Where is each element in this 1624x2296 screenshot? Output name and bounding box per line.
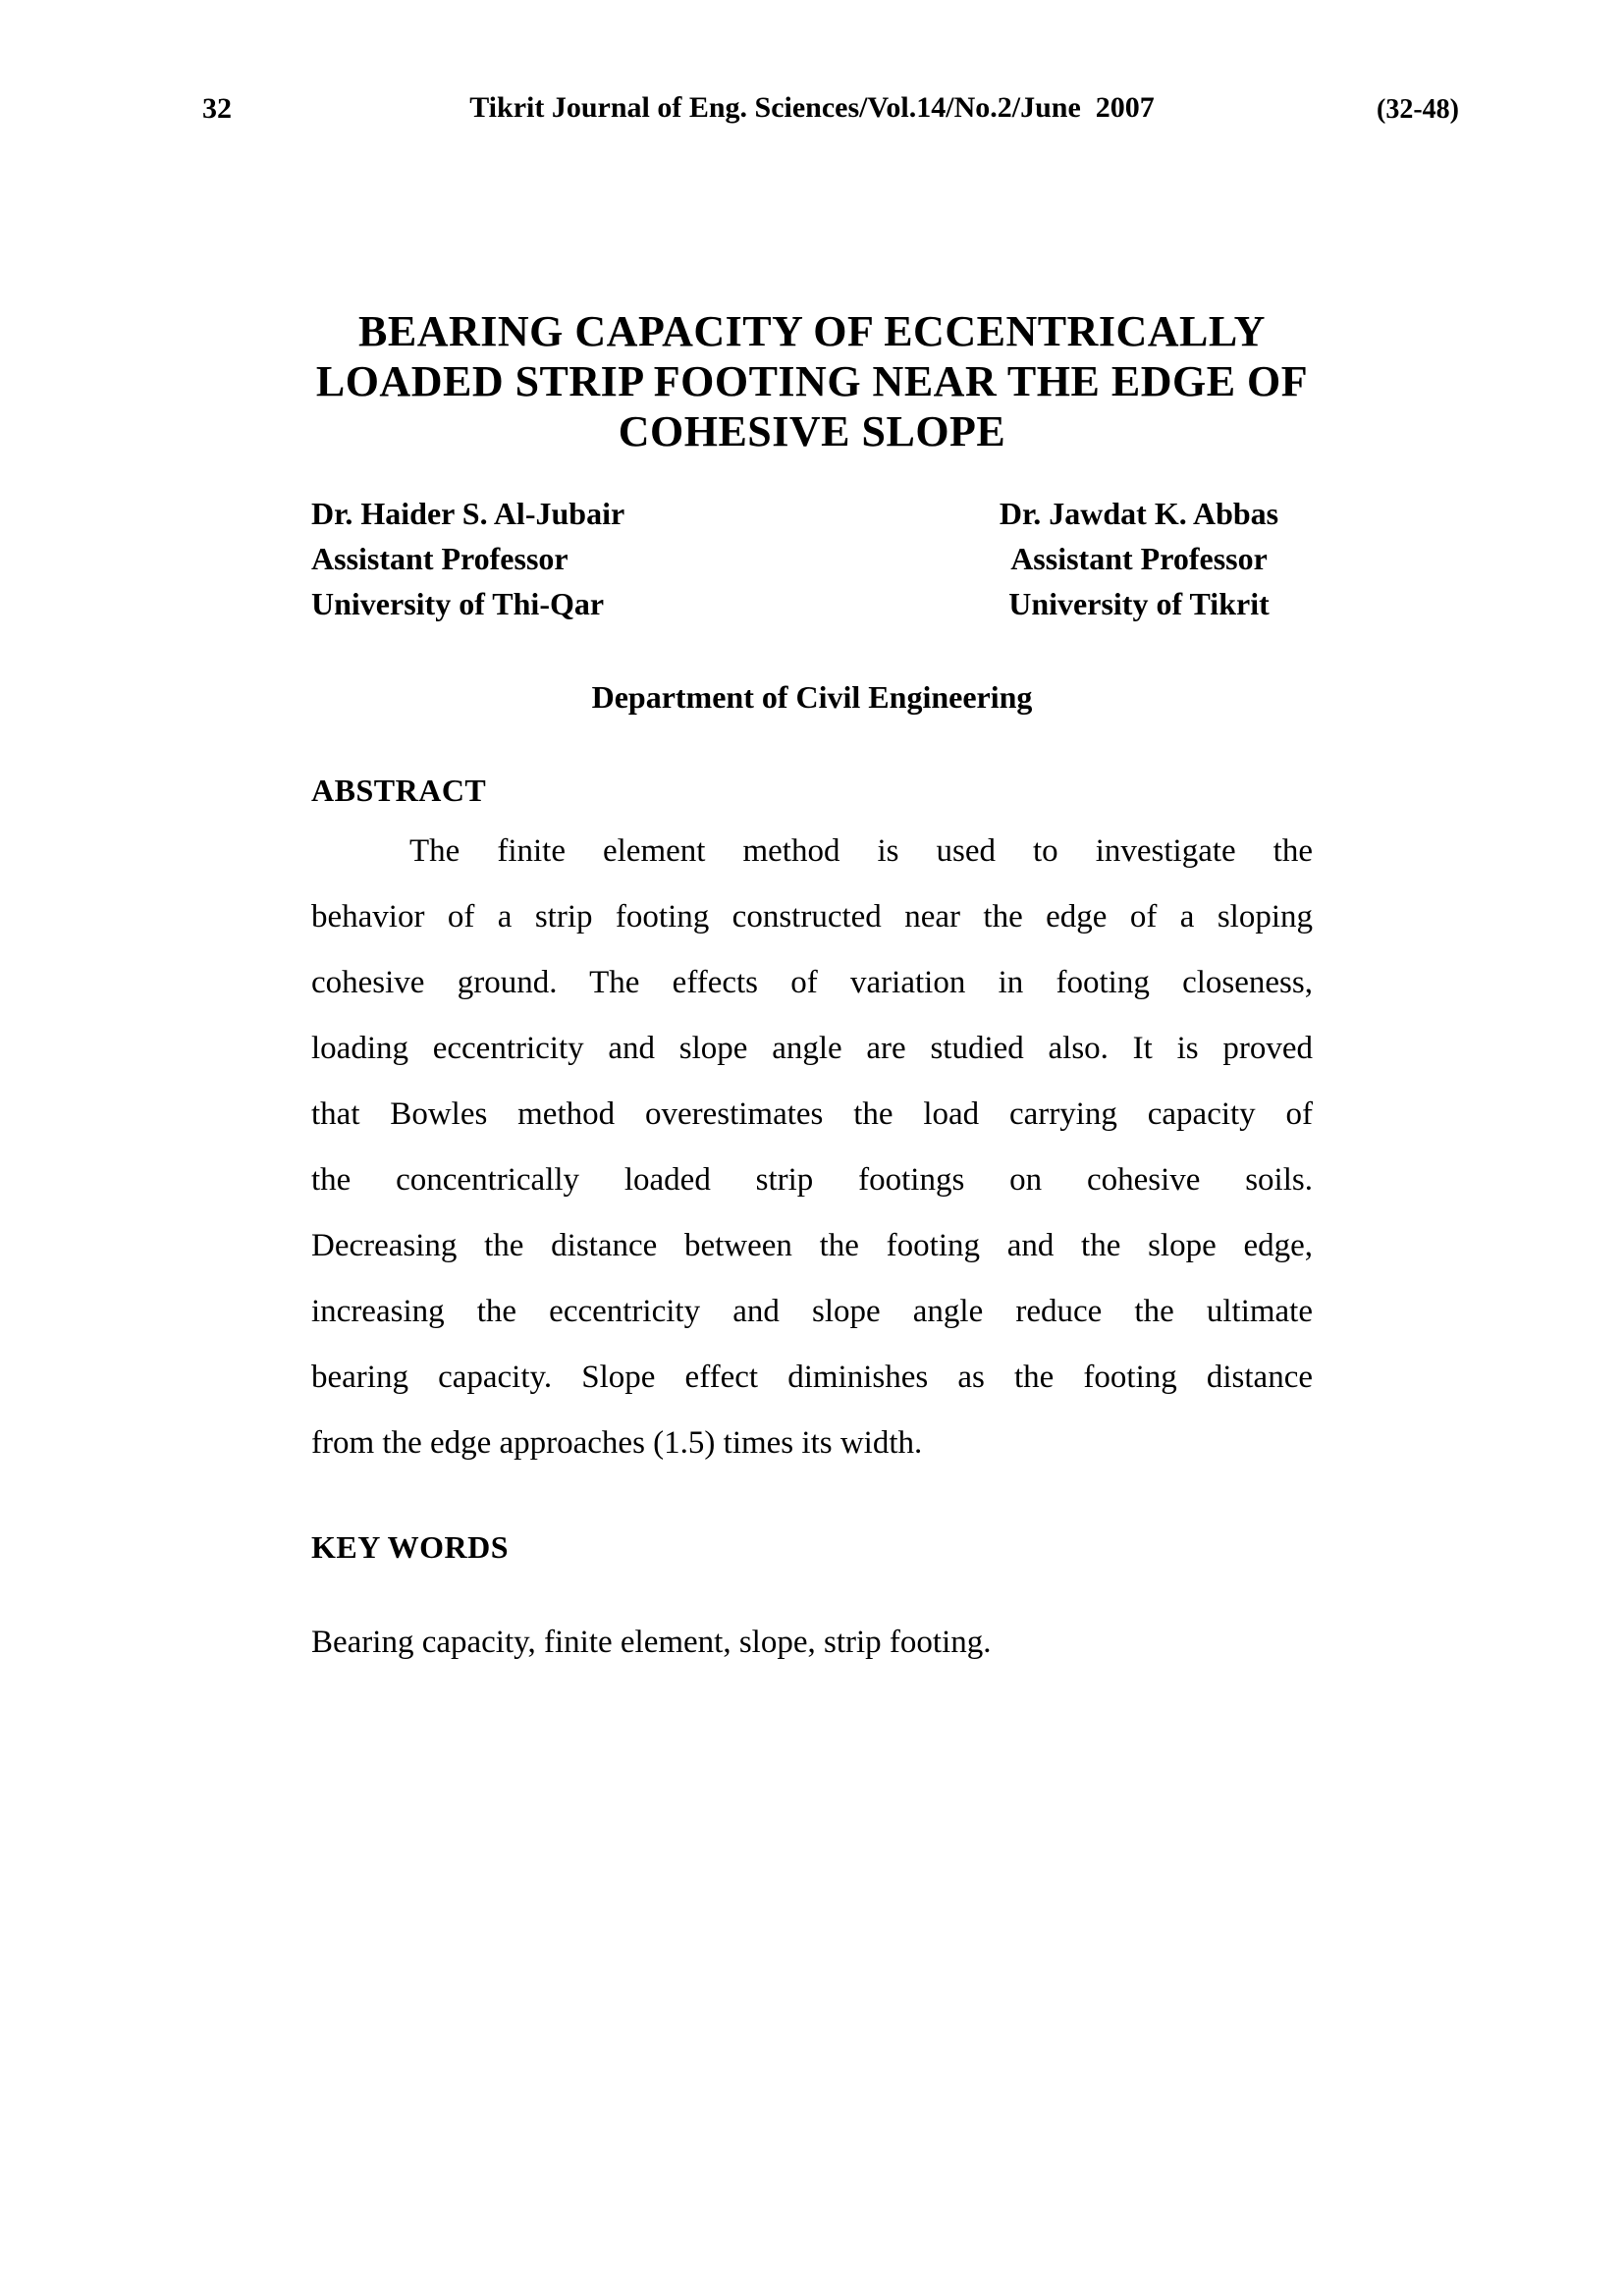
paper-title-line-3: COHESIVE SLOPE (618, 407, 1006, 455)
author-right (938, 491, 1340, 626)
author-left-position: Assistant Professor (311, 541, 568, 576)
page-range: (32-48) (1377, 94, 1459, 125)
author-right-name: Dr. Jawdat K. Abbas (999, 496, 1279, 531)
author-left (311, 491, 783, 626)
author-right-affiliation: University of Tikrit (1008, 586, 1270, 621)
keywords-heading: KEY WORDS (311, 1529, 509, 1565)
abstract-body (311, 819, 1313, 1476)
abstract-line: bearing capacity. Slope effect diminishes as the footing distance (311, 1360, 1313, 1395)
page-number: 32 (202, 92, 232, 125)
abstract-line: The finite element method is used to investigate the (409, 833, 1313, 869)
paper-title-line-1: BEARING CAPACITY OF ECCENTRICALLY (358, 307, 1266, 355)
abstract-line: that Bowles method overestimates the load carrying capacity of (311, 1096, 1313, 1132)
abstract-line: from the edge approaches (1.5) times its width. (311, 1425, 923, 1461)
paper-title (0, 306, 1624, 456)
author-left-name: Dr. Haider S. Al-Jubair (311, 496, 625, 531)
abstract-line: cohesive ground. The effects of variation in footing closeness, (311, 965, 1313, 1000)
journal-header: Tikrit Journal of Eng. Sciences/Vol.14/No.2/June 2007 (469, 91, 1155, 124)
author-right-position: Assistant Professor (1010, 541, 1268, 576)
abstract-line: loading eccentricity and slope angle are studied also. It is proved (311, 1031, 1313, 1066)
abstract-heading: ABSTRACT (311, 773, 487, 808)
keywords-text: Bearing capacity, finite element, slope, strip footing. (311, 1625, 992, 1660)
department-line: Department of Civil Engineering (591, 679, 1033, 715)
abstract-line: increasing the eccentricity and slope angle reduce the ultimate (311, 1294, 1313, 1329)
abstract-line: the concentrically loaded strip footings on cohesive soils. (311, 1162, 1313, 1198)
abstract-line: behavior of a strip footing constructed near the edge of a sloping (311, 899, 1313, 934)
paper-title-line-2: LOADED STRIP FOOTING NEAR THE EDGE OF (315, 357, 1309, 405)
author-left-affiliation: University of Thi-Qar (311, 586, 605, 621)
abstract-line: Decreasing the distance between the footing and the slope edge, (311, 1228, 1313, 1263)
